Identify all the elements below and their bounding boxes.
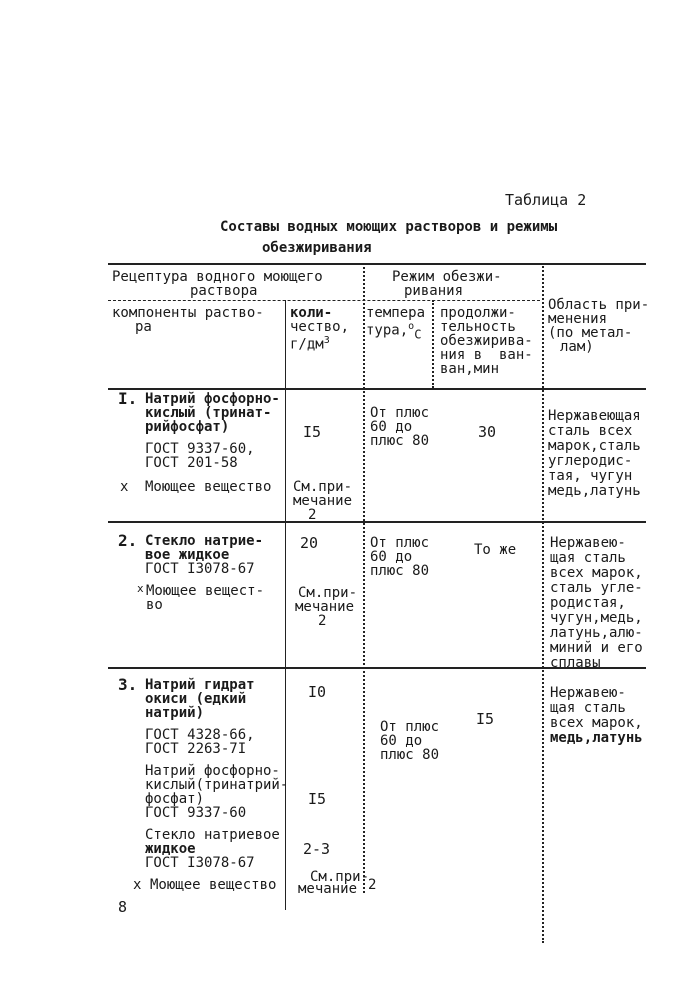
header-duration-line3: обезжирива- [440, 333, 533, 349]
header-components-line1: компоненты раство- [112, 305, 264, 321]
page-number: 8 [118, 898, 128, 916]
header-duration-line4: ния в ван- [440, 347, 533, 363]
header-duration-line5: ван,мин [440, 361, 500, 377]
row2-duration: То же [474, 542, 517, 558]
row3-area-line4: медь,латунь [550, 730, 643, 746]
row1-detergent: Моющее вещество [145, 479, 272, 495]
col-divider-qty [285, 300, 286, 910]
row1-gost-line1: ГОСТ 9337-60, [145, 441, 255, 457]
row2-qty-note-line1: См.при- [298, 585, 358, 601]
col-divider-area [542, 263, 544, 943]
row1-area-line4: углеродис- [548, 453, 633, 469]
row1-temp-line1: От плюс [370, 405, 430, 421]
row3-temp-line2: 60 до [380, 733, 423, 749]
row2-temp-line2: 60 до [370, 549, 413, 565]
row3-comp-line1: Натрий гидрат [145, 677, 255, 693]
row2-area-line7: латунь,алю- [550, 625, 643, 641]
row1-x-mark: х [120, 479, 129, 495]
row2-temp-line1: От плюс [370, 535, 430, 551]
row3-gost-line1: ГОСТ 4328-66, [145, 727, 255, 743]
row3-qty3: 2-3 [303, 840, 331, 858]
row2-number: 2. [118, 531, 138, 550]
table-label: Таблица 2 [505, 191, 587, 209]
row2-detergent-line1: Моющее вещест- [146, 583, 265, 599]
row3-duration: I5 [476, 710, 495, 728]
row3-comp2-line2: кислый(тринатрий- [145, 777, 289, 793]
row3-comp2-line1: Натрий фосфорно- [145, 763, 280, 779]
row3-gost2: ГОСТ 9337-60 [145, 805, 247, 821]
row3-qty2: I5 [308, 790, 327, 808]
row1-area-line3: марок,сталь [548, 438, 641, 454]
row2-x-mark: х [137, 582, 144, 595]
row1-comp-line2: кислый (тринат- [145, 405, 272, 421]
row3-area-line2: щая сталь [550, 700, 626, 716]
row1-area-line1: Нержавеющая [548, 408, 641, 424]
row1-qty-note-line2: мечание [293, 493, 353, 509]
row3-comp3-line2: жидкое [145, 841, 196, 857]
row1-area-line2: сталь всех [548, 423, 633, 439]
row2-area-line1: Нержавею- [550, 535, 626, 551]
header-bottom-rule [108, 388, 646, 390]
table-title-line1: Составы водных моющих растворов и режимы [220, 219, 558, 235]
row1-qty-note-line1: См.при- [293, 479, 353, 495]
row3-x-mark: х [133, 877, 142, 893]
table-title-line2: обезжиривания [262, 240, 372, 256]
row3-comp3-line1: Стекло натриевое [145, 827, 280, 843]
row3-qty1: I0 [308, 683, 327, 701]
row1-gost-line2: ГОСТ 201-58 [145, 455, 238, 471]
row1-qty: I5 [303, 423, 322, 441]
row2-comp-line3: ГОСТ I3078-67 [145, 561, 255, 577]
row2-temp-line3: плюс 80 [370, 563, 430, 579]
header-mode-line1: Режим обезжи- [392, 269, 502, 285]
row2-area-line3: всех марок, [550, 565, 643, 581]
row1-bottom-rule [108, 521, 646, 523]
row2-detergent-line2: во [146, 597, 163, 613]
row2-area-line8: миний и его [550, 640, 643, 656]
header-temp-line2: тура,$^o_C$ [366, 321, 422, 342]
row2-qty: 20 [300, 534, 319, 552]
row1-area-line6: медь,латунь [548, 483, 641, 499]
row2-qty-note-line3: 2 [318, 613, 327, 629]
row3-comp-line2: окиси (едкий [145, 691, 247, 707]
row3-temp-line3: плюс 80 [380, 747, 440, 763]
header-components-line2: ра [135, 319, 152, 335]
row1-temp-line3: плюс 80 [370, 433, 430, 449]
row3-qty-note-line1: См.при- [310, 869, 370, 885]
row1-area-line5: тая, чугун [548, 468, 633, 484]
col-divider-mode [363, 263, 365, 893]
row1-qty-note-line3: 2 [308, 507, 317, 523]
row3-area-line3: всех марок, [550, 715, 643, 731]
row3-qty-note-line2: мечание [298, 881, 358, 897]
header-qty-line2: чество, [290, 319, 350, 335]
header-mode-line2: ривания [404, 283, 464, 299]
row1-comp-line1: Натрий фосфорно- [145, 391, 280, 407]
row2-area-line9: сплавы [550, 655, 601, 671]
row3-temp-line1: От плюс [380, 719, 440, 735]
row1-comp-line3: рийфосфат) [145, 419, 230, 435]
row2-qty-note-line2: мечание [295, 599, 355, 615]
header-duration-line2: тельность [440, 319, 516, 335]
header-area-line2: менения [548, 311, 608, 327]
header-area-line3: (по метал- [548, 325, 633, 341]
row1-duration: 30 [478, 423, 497, 441]
row1-temp-line2: 60 до [370, 419, 413, 435]
row3-number: 3. [118, 675, 138, 694]
row3-qty-note-number: 2 [368, 877, 377, 893]
row3-gost-line2: ГОСТ 2263-7I [145, 741, 247, 757]
row1-number: I. [118, 389, 138, 408]
col-divider-duration [432, 300, 434, 388]
header-qty-line1: коли- [290, 305, 333, 321]
header-area-line4: лам) [560, 339, 594, 355]
row2-comp-line2: вое жидкое [145, 547, 230, 563]
header-recipe-line2: раствора [190, 283, 258, 299]
header-temp-line1: темпера [366, 305, 426, 321]
row2-area-line5: родистая, [550, 595, 626, 611]
row2-area-line6: чугун,медь, [550, 610, 643, 626]
row3-gost3: ГОСТ I3078-67 [145, 855, 255, 871]
header-recipe-line1: Рецептура водного моющего [112, 269, 323, 285]
row3-comp-line3: натрий) [145, 705, 205, 721]
row3-area-line1: Нержавею- [550, 685, 626, 701]
row3-detergent: Моющее вещество [150, 877, 277, 893]
row3-comp2-line3: фосфат) [145, 791, 205, 807]
row2-comp-line1: Стекло натрие- [145, 533, 264, 549]
table-top-rule [108, 263, 646, 265]
header-qty-line3: $г/дм^3$ [290, 335, 330, 353]
header-duration-line1: продолжи- [440, 305, 516, 321]
row2-area-line2: щая сталь [550, 550, 626, 566]
row2-area-line4: сталь угле- [550, 580, 643, 596]
header-area-line1: Область при- [548, 297, 650, 313]
header-sub-rule [108, 300, 540, 301]
